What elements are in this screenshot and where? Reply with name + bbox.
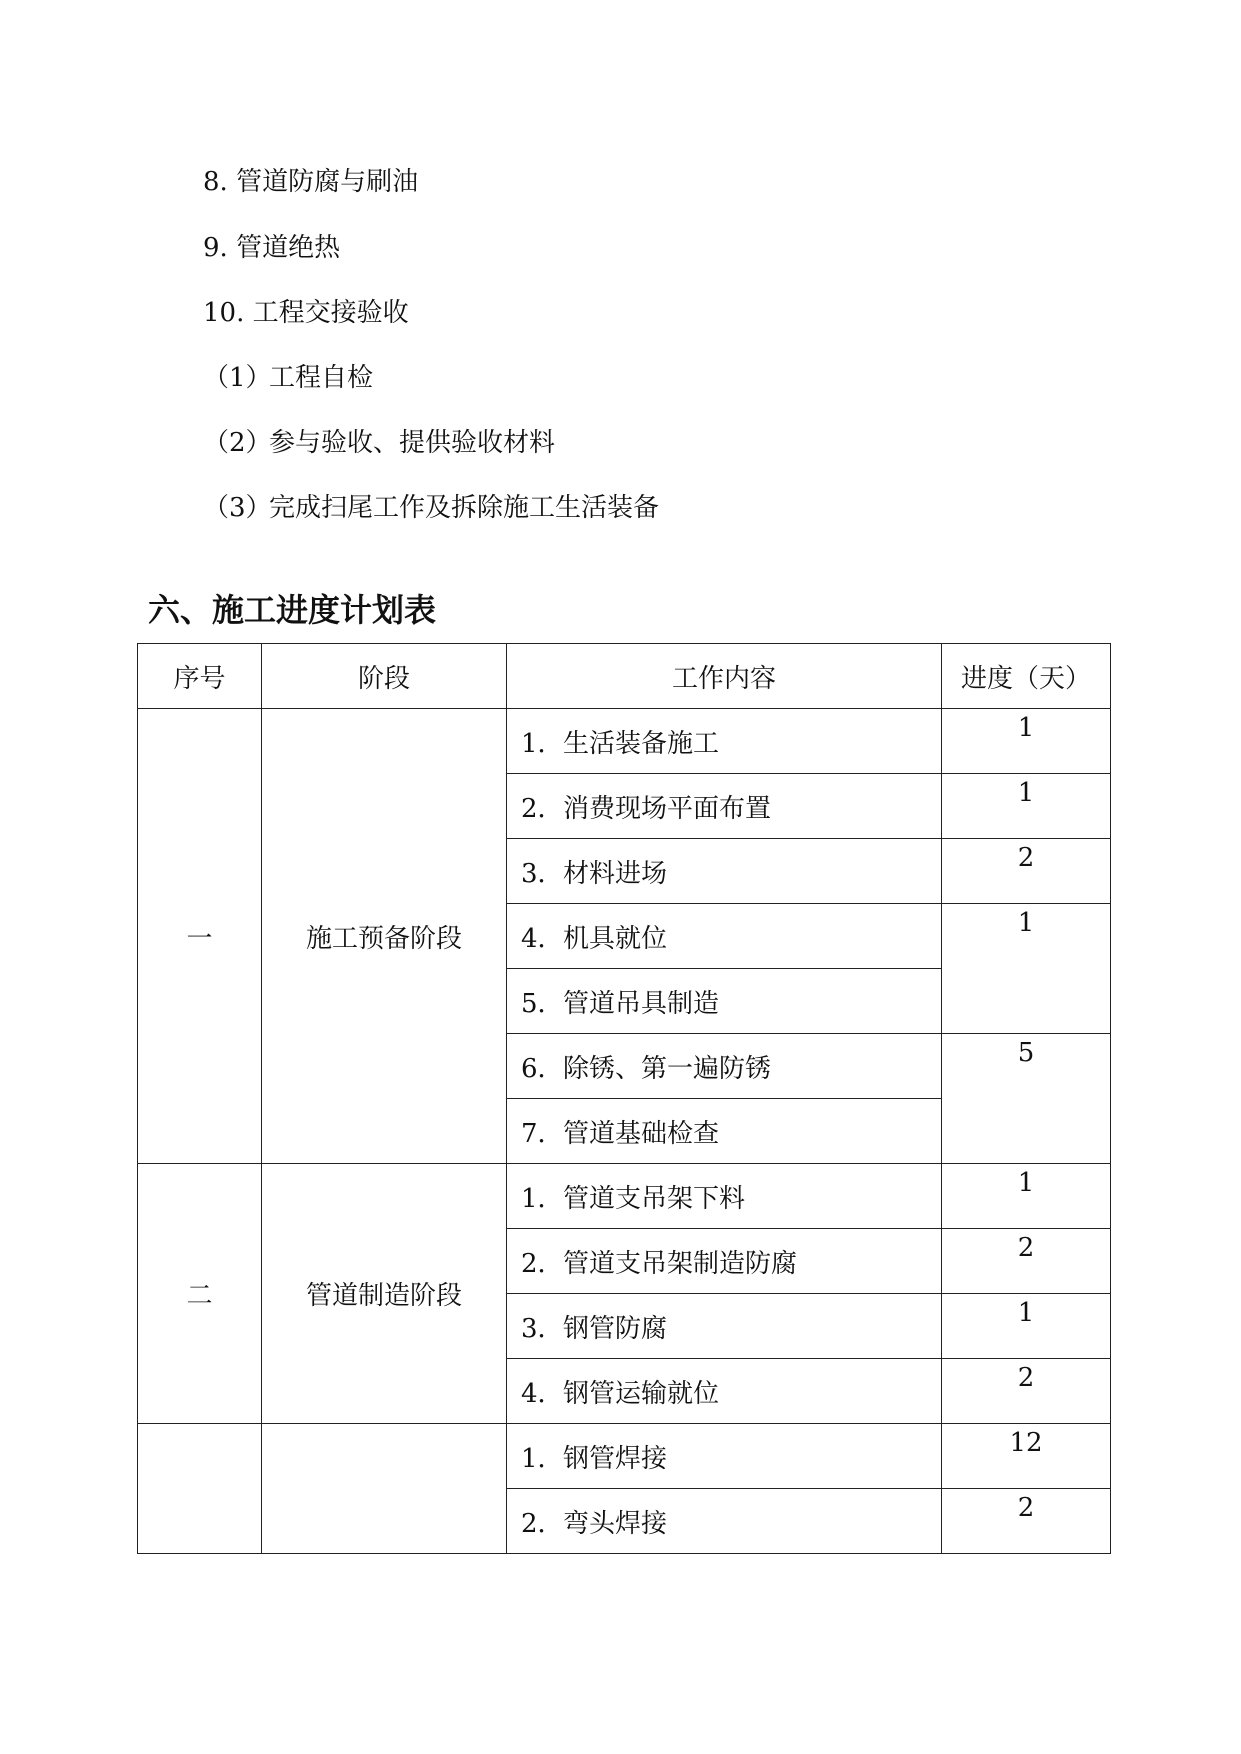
task-cell (507, 1099, 942, 1164)
days-cell: 1 (942, 709, 1111, 774)
header-days: 进度（天） (942, 644, 1111, 709)
table-row (138, 709, 1111, 774)
list-item-10: 10. 工程交接验收 (203, 298, 409, 328)
task-cell (507, 904, 942, 969)
task-number: 3． (521, 858, 564, 889)
days-cell: 1 (942, 774, 1111, 839)
task-cell (507, 709, 942, 774)
days-cell: 1 (942, 1164, 1111, 1229)
task-cell (507, 1034, 942, 1099)
task-text: 生活装备施工 (563, 728, 720, 759)
task-text: 材料进场 (563, 858, 668, 889)
task-number: 3． (521, 1313, 564, 1344)
group-seq: 二 (138, 1164, 262, 1424)
task-cell (507, 839, 942, 904)
header-content: 工作内容 (507, 644, 942, 709)
sub-item-number: （2） (203, 428, 272, 458)
table-row (138, 1424, 1111, 1489)
sub-item-label: 完成扫尾工作及拆除施工生活装备 (269, 493, 660, 523)
sub-item-label: 参与验收、提供验收材料 (269, 428, 556, 458)
task-number: 1． (521, 1183, 564, 1214)
task-text: 管道基础检查 (563, 1118, 720, 1149)
task-cell (507, 1359, 942, 1424)
section-title: 六、施工进度计划表 (148, 591, 437, 629)
task-cell (507, 1294, 942, 1359)
task-cell (507, 774, 942, 839)
task-text: 管道吊具制造 (563, 988, 720, 1019)
task-number: 4． (521, 1378, 564, 1409)
task-number: 6． (521, 1053, 564, 1084)
task-text: 除锈、第一遍防锈 (563, 1053, 772, 1084)
header-row (138, 644, 1111, 709)
days-cell: 1 (942, 1294, 1111, 1359)
group-stage (262, 1424, 507, 1554)
sub-item-number: （3） (203, 493, 272, 523)
task-cell (507, 1489, 942, 1554)
days-cell: 2 (942, 1229, 1111, 1294)
days-cell: 5 (942, 1034, 1111, 1164)
task-number: 2． (521, 1508, 564, 1539)
task-cell (507, 1164, 942, 1229)
task-number: 1． (521, 1443, 564, 1474)
header-stage: 阶段 (262, 644, 507, 709)
days-cell: 2 (942, 839, 1111, 904)
task-text: 钢管运输就位 (563, 1378, 720, 1409)
task-number: 2． (521, 793, 564, 824)
task-number: 1． (521, 728, 564, 759)
task-text: 管道支吊架制造防腐 (563, 1248, 798, 1279)
group-stage: 施工预备阶段 (262, 709, 507, 1164)
task-number: 5． (521, 988, 564, 1019)
table-row (138, 1164, 1111, 1229)
days-cell: 1 (942, 904, 1111, 1034)
sub-item-2 (203, 426, 555, 460)
task-number: 7． (521, 1118, 564, 1149)
task-text: 机具就位 (563, 923, 668, 954)
sub-item-label: 工程自检 (269, 363, 374, 393)
task-text: 管道支吊架下料 (563, 1183, 746, 1214)
task-cell (507, 969, 942, 1034)
task-text: 消费现场平面布置 (563, 793, 772, 824)
days-cell: 2 (942, 1489, 1111, 1554)
list-item-8: 8. 管道防腐与刷油 (203, 167, 419, 197)
sub-item-1 (203, 361, 373, 395)
task-text: 钢管焊接 (563, 1443, 668, 1474)
group-seq (138, 1424, 262, 1554)
list-item-9: 9. 管道绝热 (203, 233, 341, 263)
schedule-table (137, 643, 1111, 1554)
task-text: 弯头焊接 (563, 1508, 668, 1539)
group-stage: 管道制造阶段 (262, 1164, 507, 1424)
task-number: 4． (521, 923, 564, 954)
task-cell (507, 1424, 942, 1489)
task-number: 2． (521, 1248, 564, 1279)
days-cell: 12 (942, 1424, 1111, 1489)
sub-item-3 (203, 491, 659, 525)
group-seq: 一 (138, 709, 262, 1164)
task-text: 钢管防腐 (563, 1313, 668, 1344)
task-cell (507, 1229, 942, 1294)
days-cell: 2 (942, 1359, 1111, 1424)
header-seq: 序号 (138, 644, 262, 709)
sub-item-number: （1） (203, 363, 272, 393)
